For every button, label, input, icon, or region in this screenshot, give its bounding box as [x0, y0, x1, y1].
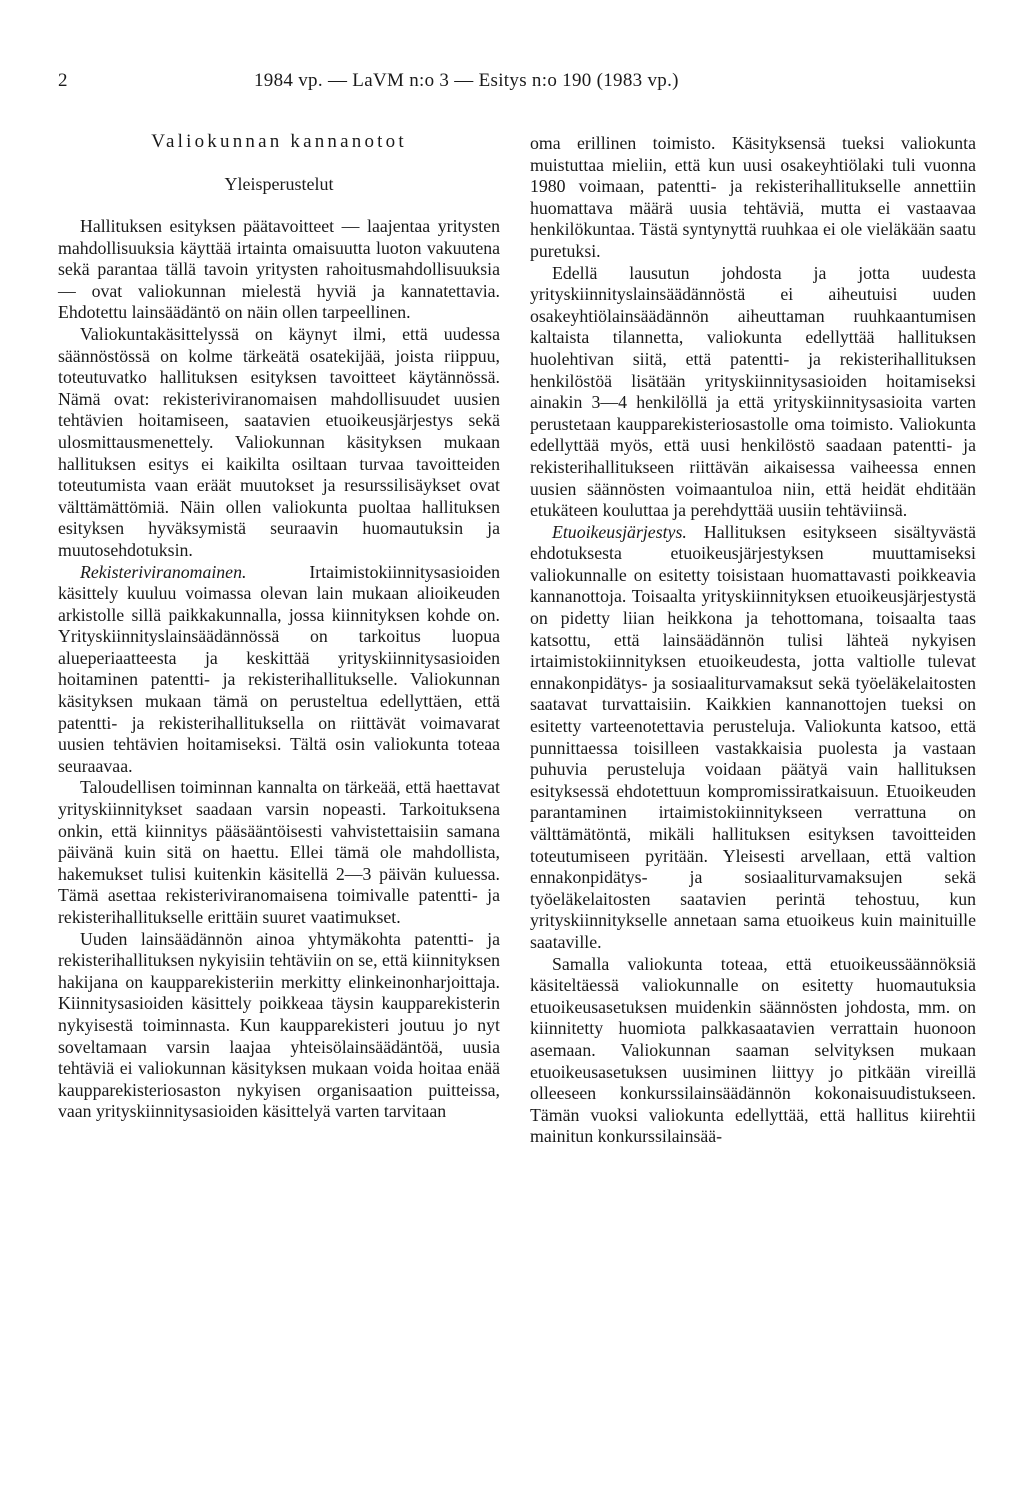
- page-number: 2: [58, 70, 68, 91]
- paragraph: oma erillinen toimisto. Käsityksensä tueksi valiokunta muistuttaa mieliin, että kun uusi osakeyhtiölaki tuli vuonna 1980 voimaan, patentti- ja rekisterihallitukselle annettiin huomattava määrä uusia tehtäviä, mutta ei vastaavaa henkilökuntaa. Tästä syntynyttä ruuhkaa ei ole vieläkään saatu puretuksi.: [530, 133, 976, 261]
- paragraph-lead: Etuoikeusjärjestys.: [552, 521, 687, 542]
- subsection-title: Yleisperustelut: [224, 174, 334, 194]
- paragraph: Hallituksen esityksen päätavoitteet — laajentaa yritysten mahdollisuuksia käyttää irtainta omaisuutta luoton vakuutena sekä parantaa tällä tavoin yritysten rahoitusmahdollisuuksia — ovat valiokunnan mielestä hyviä ja kannatettavia. Ehdotettu lainsäädäntö on näin ollen tarpeellinen.: [58, 216, 500, 323]
- right-column: [530, 133, 976, 1148]
- paragraph-body: Hallituksen esitykseen sisältyvästä ehdotuksesta etuoikeusjärjestyksen muuttamiseksi valiokunnalle on esitetty toisistaan huomattavasti poikkeavia kannanottoja. Toisaalta yrityskiinnityksen etuoikeusjärjestystä on pidetty liian heikkona ja tehottomana, toisaalta taas katsottu, että lainsäädännön tulisi lähteä nykyisen irtaimistokiinnityksen etuoikeudesta, jotta valtiolle tulevat ennakonpidätys- ja sosiaaliturvamaksut sekä työeläkelaitosten saatavat turvattaisiin. Kaikkien kannanottojen tueksi on esitetty varteenotettavia perusteluja. Valiokunta katsoo, että punnittaessa toisilleen vastakkaisia puolesta ja vastaan puhuvia perusteluja voidaan päätyä vain hallituksen esityksessä ehdotettuun kompromissiratkaisuun. Etuoikeuden parantaminen irtaimistokiinnitykseen verrattuna on välttämätöntä, mikäli hallituksen esityksen tavoitteiden toteutumiseen pyritään. Yleisesti arvellaan, että valtion ennakonpidätys- ja sosiaaliturvamaksujen sekä työeläkelaitosten saatavien perintä tehostuu, kun yrityskiinnitykselle annetaan sama etuoikeus kuin mainituille saataville.: [530, 521, 976, 952]
- paragraph: Taloudellisen toiminnan kannalta on tärkeää, että haettavat yrityskiinnitykset saadaan varsin nopeasti. Tarkoituksena onkin, että kiinnitys pääsääntöisesti vahvistettaisiin samana päivänä kuin sitä on haettu. Ellei tämä ole mahdollista, hakemukset tulisi kuitenkin käsitellä 2—3 päivän kuluessa. Tämä asettaa rekisteriviranomaisena toimivalle patentti- ja rekisterihallitukselle erittäin suuret vaatimukset.: [58, 777, 500, 927]
- paragraph: Edellä lausutun johdosta ja jotta uudesta yrityskiinnityslainsäädännöstä ei aiheutuisi uuden osakeyhtiölainsäädännön aiheuttaman ruuhkaantumisen kaltaista tilannetta, valiokunta edellyttää hallituksen huolehtivan siitä, että patentti- ja rekisterihallituksen henkilöstöä lisätään yrityskiinnitysasioiden hoitamiseksi ainakin 3—4 henkilöllä ja että yrityskiinnitysasioita varten perustetaan kaupparekisteriosastolle oma toimisto. Valiokunta edellyttää myös, että uusi henkilöstö saadaan patentti- ja rekisterihallitukseen riittävän aikaisessa vaiheessa ennen uusien säännösten voimaantuloa niin, että heidät ehditään etukäteen kouluttaa ja perehdyttää uusiin tehtäviinsä.: [530, 262, 976, 521]
- paragraph-body: Irtaimistokiinnitysasioiden käsittely kuuluu voimassa olevan lain mukaan alioikeuden arkistolle sillä paikkakunnalla, jossa kiinnityksen kohde on. Yrityskiinnityslainsäädännössä on tarkoitus luopua alueperiaatteesta ja keskittää yrityskiinnitysasioiden hoitaminen patentti- ja rekisterihallitukselle. Valiokunnan käsityksen mukaan tämä on perusteltua edellyttäen, että patentti- ja rekisterihallituksella on riittävät voimavarat uusien tehtävien hoitamiseksi. Tältä osin valiokunta toteaa seuraavaa.: [58, 561, 500, 776]
- paragraph: Samalla valiokunta toteaa, että etuoikeussäännöksiä käsiteltäessä valiokunnalle on esitetty huomautuksia etuoikeusasetuksen muidenkin säännösten johdosta, mm. on kiinnitetty huomiota palkkasaatavien verrattain huonoon asemaan. Valiokunnan saaman selvityksen mukaan etuoikeusasetuksen uusiminen liittyy jo pitkään vireillä olleeseen konkurssilainsäädännön kokonaisuudistukseen. Tämän vuoksi valiokunta edellyttää, että hallitus kiirehtii mainitun konkurssilainsää-: [530, 953, 976, 1147]
- left-column: [58, 130, 500, 1123]
- paragraph: [58, 562, 500, 778]
- running-head: 1984 vp. — LaVM n:o 3 — Esitys n:o 190 (1983 vp.): [254, 70, 679, 91]
- paragraph: Valiokuntakäsittelyssä on käynyt ilmi, että uudessa säännöstössä on kolme tärkeätä osatekijää, joista riippuu, toteutuvatko hallituksen esityksen tavoitteet käytännössä. Nämä ovat: rekisteriviranomaisen mahdollisuudet uusien tehtävien hoitamiseen, saatavien etuoikeusjärjestys sekä ulosmittausmenettely. Valiokunnan käsityksen mukaan hallituksen esitys ei kaikilta osiltaan turvaa tavoitteiden toteutumista vaan eräät muutokset ja resurssilisäykset ovat välttämättömiä. Näin ollen valiokunta puoltaa hallituksen esityksen hyväksymistä seuraavin huomautuksin ja muutosehdotuksin.: [58, 323, 500, 560]
- page-header: [58, 70, 978, 102]
- section-title: Valiokunnan kannanotot: [151, 131, 407, 152]
- paragraph: Uuden lainsäädännön ainoa yhtymäkohta patentti- ja rekisterihallituksen nykyisiin tehtäviin on se, että kiinnityksen hakijana on kaupparekisteriin merkitty elinkeinonharjoittaja. Kiinnitysasioiden käsittely poikkeaa täysin kaupparekisterin nykyisestä toiminnasta. Kun kaupparekisteri joutuu jo nyt soveltamaan varsin laajaa yhteisölainsäädäntöä, uusia tehtäviä ei valiokunnan käsityksen mukaan voida hoitaa enää kaupparekisteriosaston nykyisen organisaation puitteissa, vaan yrityskiinnitysasioiden käsittelyä varten tarvitaan: [58, 928, 500, 1122]
- paragraph: [530, 522, 976, 954]
- paragraph-lead: Rekisteriviranomainen.: [80, 561, 247, 582]
